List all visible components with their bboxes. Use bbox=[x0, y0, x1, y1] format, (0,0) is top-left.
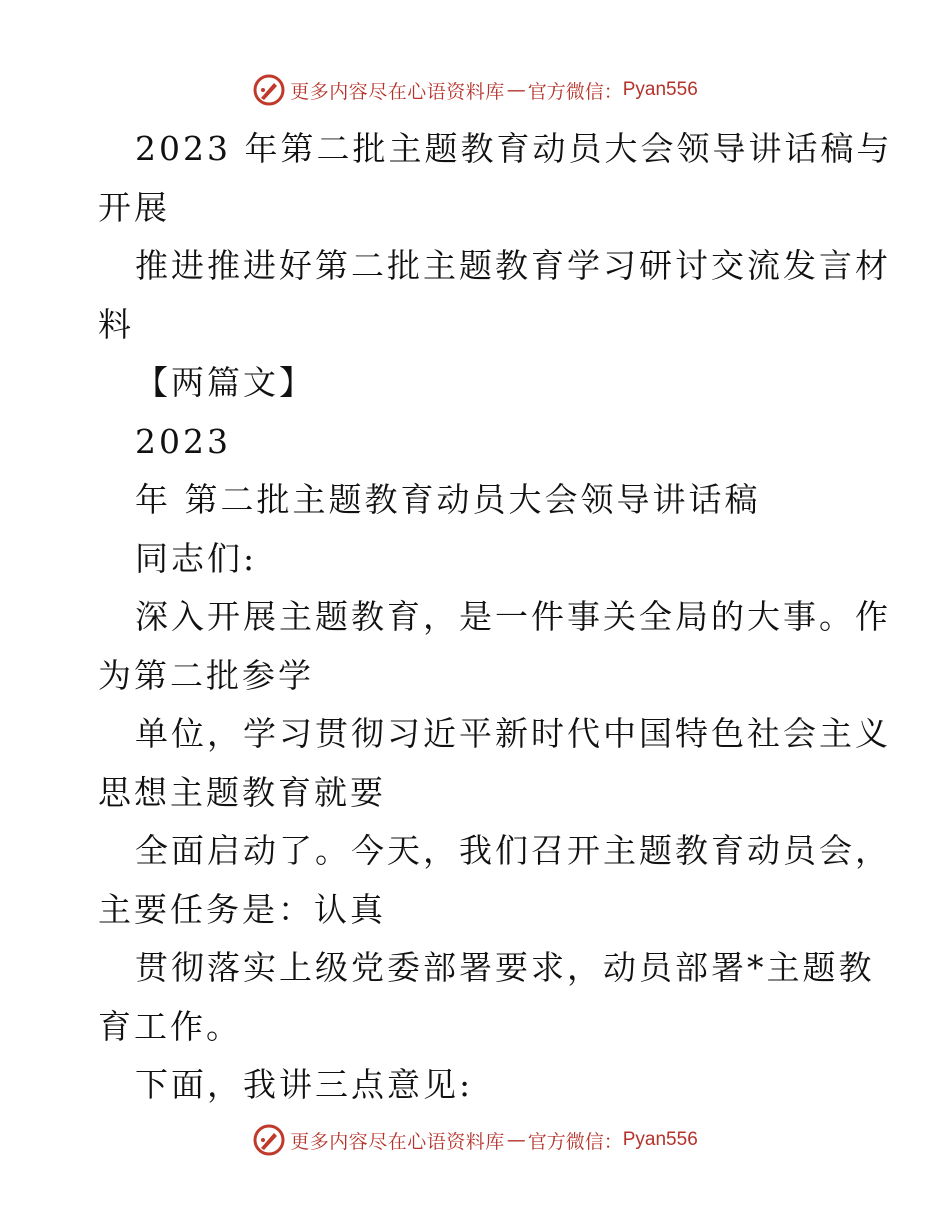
paragraph-line: 下面，我讲三点意见: bbox=[135, 1065, 474, 1104]
watermark-separator: — bbox=[506, 79, 526, 101]
document-body bbox=[98, 120, 893, 1115]
footer-watermark bbox=[0, 1120, 950, 1160]
paragraph-line: 育工作。 bbox=[98, 1006, 242, 1046]
title-line-5: 【两篇文】 bbox=[135, 363, 315, 402]
title-line-1: 2023 年第二批主题教育动员大会领导讲话稿与 bbox=[135, 129, 893, 168]
watermark-brand: 更多内容尽在心语资料库 bbox=[290, 80, 505, 103]
paragraph-line: 思想主题教育就要 bbox=[98, 772, 386, 812]
title-line-4: 料 bbox=[98, 304, 134, 344]
header-watermark bbox=[0, 70, 950, 110]
paragraph-line: 单位，学习贯彻习近平新时代中国特色社会主义 bbox=[135, 714, 891, 753]
section-year: 2023 bbox=[135, 421, 231, 461]
title-line-3: 推进推进好第二批主题教育学习研讨交流发言材 bbox=[135, 246, 891, 285]
watermark-separator: — bbox=[506, 1129, 526, 1151]
paragraph-line: 深入开展主题教育，是一件事关全局的大事。作 bbox=[135, 597, 891, 636]
title-line-2: 开展 bbox=[98, 187, 170, 227]
paragraph-line: 为第二批参学 bbox=[98, 655, 314, 695]
pen-logo-icon bbox=[252, 1123, 286, 1157]
watermark-id: Pyan556 bbox=[622, 79, 698, 100]
paragraph-line: 贯彻落实上级党委部署要求，动员部署*主题教 bbox=[135, 948, 875, 987]
salutation: 同志们: bbox=[135, 538, 258, 578]
section-heading: 年 第二批主题教育动员大会领导讲话稿 bbox=[135, 480, 761, 519]
watermark-label: 官方微信： bbox=[527, 80, 623, 103]
paragraph-line: 主要任务是：认真 bbox=[98, 889, 386, 929]
watermark-label: 官方微信： bbox=[527, 1130, 623, 1153]
watermark-id: Pyan556 bbox=[622, 1129, 698, 1150]
paragraph-line: 全面启动了。今天，我们召开主题教育动员会， bbox=[135, 831, 891, 870]
pen-logo-icon bbox=[252, 73, 286, 107]
watermark-brand: 更多内容尽在心语资料库 bbox=[290, 1130, 505, 1153]
